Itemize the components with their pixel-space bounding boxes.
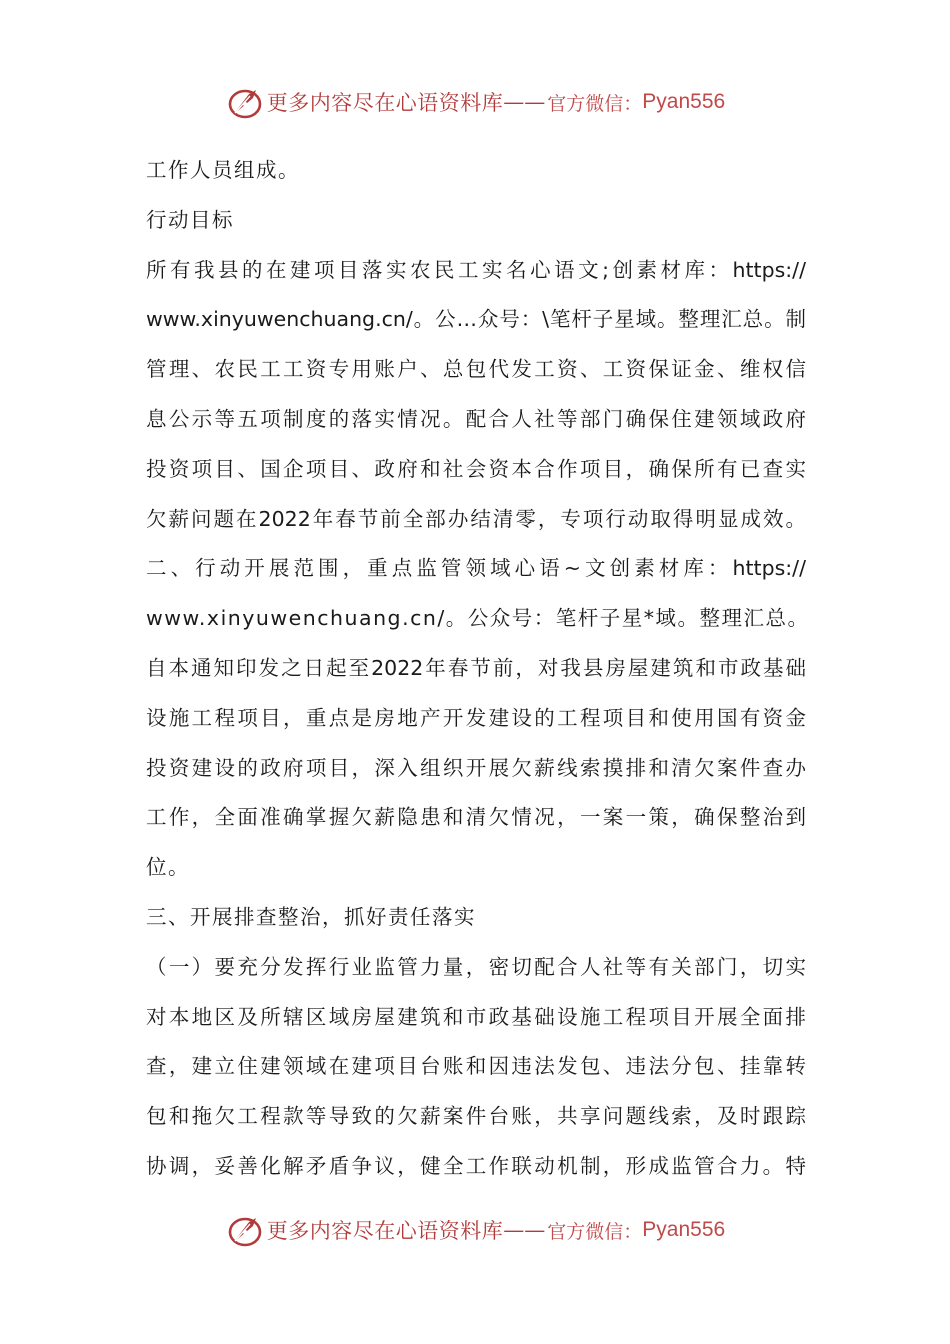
- watermark-dash: ——: [503, 1218, 546, 1242]
- watermark-main-text: 更多内容尽在心语资料库: [266, 1219, 504, 1243]
- text-line: 设施工程项目，重点是房地产开发建设的工程项目和使用国有资金: [146, 705, 806, 730]
- text-line: www.xinyuwenchuang.cn/。公众号：笔杆子星*域。整理汇总。: [146, 606, 810, 631]
- text-line: 所有我县的在建项目落实农民工实名心语文;创素材库：https://: [146, 257, 806, 282]
- watermark-banner-top: [0, 82, 950, 122]
- watermark-wechat-label: 官方微信：: [547, 1220, 643, 1243]
- text-line: 息公示等五项制度的落实情况。配合人社等部门确保住建领域政府: [146, 406, 806, 431]
- text-line: 二、行动开展范围，重点监管领域心语~文创素材库：https://: [146, 556, 806, 581]
- document-body: [146, 146, 810, 1192]
- watermark-main-text: 更多内容尽在心语资料库: [266, 91, 504, 115]
- text-line: 投资建设的政府项目，深入组织开展欠薪线索摸排和清欠案件查办: [146, 755, 806, 780]
- watermark-banner-bottom: [0, 1210, 950, 1250]
- text-line: 包和拖欠工程款等导致的欠薪案件台账，共享问题线索，及时跟踪: [146, 1104, 806, 1129]
- watermark-wechat-id: Pyan556: [642, 90, 726, 113]
- text-line: 协调，妥善化解矛盾争议，健全工作联动机制，形成监管合力。特: [146, 1153, 806, 1178]
- text-line: 工作人员组成。: [146, 158, 300, 182]
- pen-nib-logo-icon: [225, 82, 265, 122]
- text-line: 自本通知印发之日起至2022年春节前，对我县房屋建筑和市政基础: [146, 655, 806, 680]
- watermark-wechat-label: 官方微信：: [547, 92, 643, 115]
- text-line: （一）要充分发挥行业监管力量，密切配合人社等有关部门，切实: [146, 954, 806, 979]
- text-line: 管理、农民工工资专用账户、总包代发工资、工资保证金、维权信: [146, 357, 806, 382]
- watermark-wechat-id: Pyan556: [642, 1218, 726, 1241]
- text-line: 位。: [146, 855, 190, 880]
- pen-nib-logo-icon: [225, 1210, 265, 1250]
- watermark-dash: ——: [503, 90, 546, 114]
- text-line: 行动目标: [146, 207, 234, 232]
- text-line: 查，建立住建领域在建项目台账和因违法发包、违法分包、挂靠转: [146, 1054, 806, 1079]
- text-line: 对本地区及所辖区域房屋建筑和市政基础设施工程项目开展全面排: [146, 1004, 806, 1029]
- text-line: 投资项目、国企项目、政府和社会资本合作项目，确保所有已查实: [146, 456, 806, 481]
- text-line: 工作，全面准确掌握欠薪隐患和清欠情况，一案一策，确保整治到: [146, 805, 806, 830]
- text-line: 三、开展排查整治，抓好责任落实: [146, 904, 476, 929]
- text-line: 欠薪问题在2022年春节前全部办结清零，专项行动取得明显成效。: [146, 506, 806, 531]
- text-line: www.xinyuwenchuang.cn/。公…众号：\笔杆子星域。整理汇总。制: [146, 307, 806, 332]
